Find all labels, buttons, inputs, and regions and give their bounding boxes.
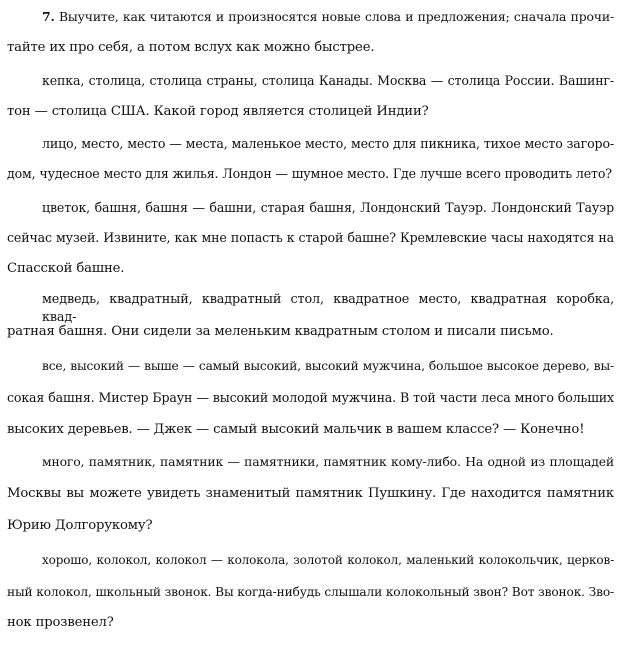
paragraph-6-line-2: Москвы вы можете увидеть знаменитый памятник Пушкину. Где находится памятник xyxy=(7,486,614,501)
paragraph-7-line-1: хорошо, колокол, колокол — колокола, золотой колокол, маленький колокольчик, церков- xyxy=(42,553,614,567)
paragraph-4-line-1: медведь, квадратный, квадратный стол, квадратное место, квадратная коробка, квад- xyxy=(42,292,614,325)
paragraph-5-line-3: высоких деревьев. — Джек — самый высокий мальчик в вашем классе? — Конечно! xyxy=(7,422,585,437)
paragraph-7-line-2: ный колокол, школьный звонок. Вы когда-нибудь слышали колокольный звон? Вот звонок. Зво- xyxy=(7,585,614,599)
paragraph-7-line-3: нок прозвенел? xyxy=(7,615,114,630)
paragraph-3-line-2: сейчас музей. Извините, как мне попасть к старой башне? Кремлевские часы находятся на xyxy=(7,230,614,245)
paragraph-6-line-1: много, памятник, памятник — памятники, памятник кому-либо. На одной из площадей xyxy=(42,454,614,469)
instruction-text: Выучите, как читаются и произносятся новые слова и предложения; сначала прочи- xyxy=(58,9,614,24)
paragraph-3-line-3: Спасской башне. xyxy=(7,261,125,276)
exercise-instruction-line-1 xyxy=(42,8,614,26)
paragraph-4-line-2: ратная башня. Они сидели за меленьким квадратным столом и писали письмо. xyxy=(7,324,554,339)
paragraph-2-line-1: лицо, место, место — места, маленькое место, место для пикника, тихое место загоро- xyxy=(42,136,614,151)
paragraph-1-line-2: тон — столица США. Какой город является столицей Индии? xyxy=(7,104,429,119)
exercise-instruction-line-2: тайте их про себя, а потом вслух как можно быстрее. xyxy=(7,40,375,55)
paragraph-2-line-2: дом, чудесное место для жилья. Лондон — шумное место. Где лучше всего проводить лето? xyxy=(7,166,612,181)
paragraph-5-line-2: сокая башня. Мистер Браун — высокий молодой мужчина. В той части леса много больших xyxy=(7,390,614,405)
paragraph-5-line-1: все, высокий — выше — самый высокий, высокий мужчина, большое высокое дерево, вы- xyxy=(42,359,614,373)
exercise-number: 7. xyxy=(42,9,55,24)
paragraph-3-line-1: цветок, башня, башня — башни, старая башня, Лондонский Тауэр. Лондонский Тауэр xyxy=(42,200,614,215)
paragraph-1-line-1: кепка, столица, столица страны, столица Канады. Москва — столица России. Вашинг- xyxy=(42,73,614,88)
paragraph-6-line-3: Юрию Долгорукому? xyxy=(7,518,153,533)
